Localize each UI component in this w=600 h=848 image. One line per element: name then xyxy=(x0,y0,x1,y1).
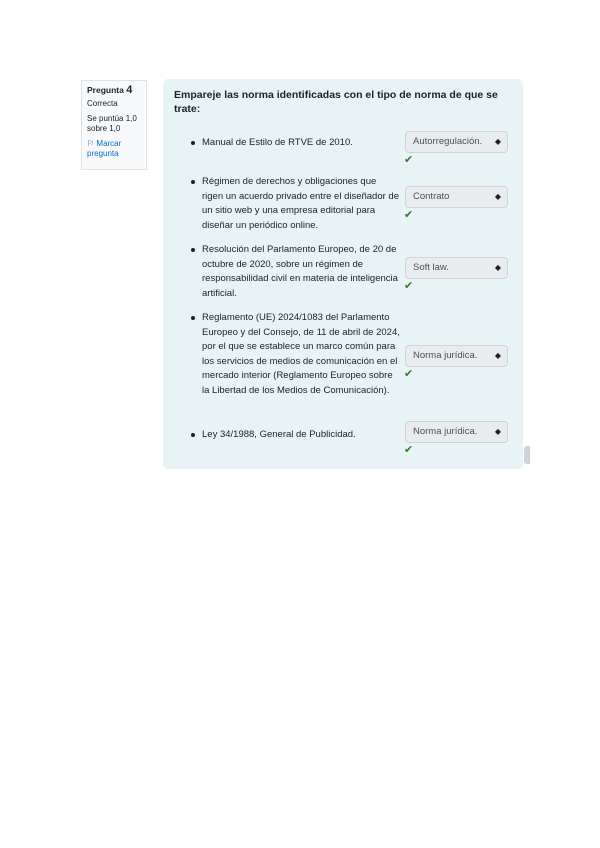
question-grade: Se puntúa 1,0 sobre 1,0 xyxy=(87,114,137,133)
flag-icon: ⚐ xyxy=(87,139,95,148)
check-icon: ✔ xyxy=(404,368,414,380)
answer-select[interactable]: Autorregulación. ◆ xyxy=(405,131,508,153)
question-content xyxy=(163,79,523,469)
question-text: Empareje las norma identificadas con el tipo de norma de que se trate: xyxy=(174,89,498,115)
flag-question-link[interactable]: ⚐ Marcar pregunta xyxy=(87,139,122,158)
check-icon: ✔ xyxy=(404,209,414,221)
caret-icon: ◆ xyxy=(494,192,501,201)
check-icon: ✔ xyxy=(404,280,414,292)
caret-icon: ◆ xyxy=(494,263,501,272)
item-text: Régimen de derechos y obligaciones que rigen un acuerdo privado entre el diseñador de un sitio web y una empresa editorial para diseñar un periódico online. xyxy=(202,176,399,231)
item-text: Resolución del Parlamento Europeo, de 20 de octubre de 2020, sobre un régimen de responsabilidad civil en materia de inteligencia artificial. xyxy=(202,244,398,299)
bullet xyxy=(191,180,195,184)
answer-select[interactable]: Soft law. ◆ xyxy=(405,257,508,279)
drawer-toggle[interactable] xyxy=(524,446,530,464)
caret-icon: ◆ xyxy=(494,351,501,360)
question-number: Pregunta 4 xyxy=(87,84,133,96)
question-state: Correcta xyxy=(87,99,118,108)
caret-icon: ◆ xyxy=(494,137,501,146)
check-icon: ✔ xyxy=(404,444,414,456)
answer-select[interactable]: Contrato ◆ xyxy=(405,186,508,208)
item-text: Manual de Estilo de RTVE de 2010. xyxy=(202,137,353,148)
bullet xyxy=(191,248,195,252)
item-text: Reglamento (UE) 2024/1083 del Parlamento Europeo y del Consejo, de 11 de abril de 2024, por el que se establece un marco común para los servicios de medios de comunicación en el mercado interior (Reglamento Europeo sobre la Libertad de los Medios de Comunicación). xyxy=(202,312,400,396)
question-info-panel xyxy=(81,80,147,170)
bullet xyxy=(191,316,195,320)
item-text: Ley 34/1988, General de Publicidad. xyxy=(202,429,356,440)
bullet xyxy=(191,141,195,145)
bullet xyxy=(191,433,195,437)
answer-select[interactable]: Norma jurídica. ◆ xyxy=(405,421,508,443)
caret-icon: ◆ xyxy=(494,427,501,436)
check-icon: ✔ xyxy=(404,154,414,166)
answer-select[interactable]: Norma jurídica. ◆ xyxy=(405,345,508,367)
